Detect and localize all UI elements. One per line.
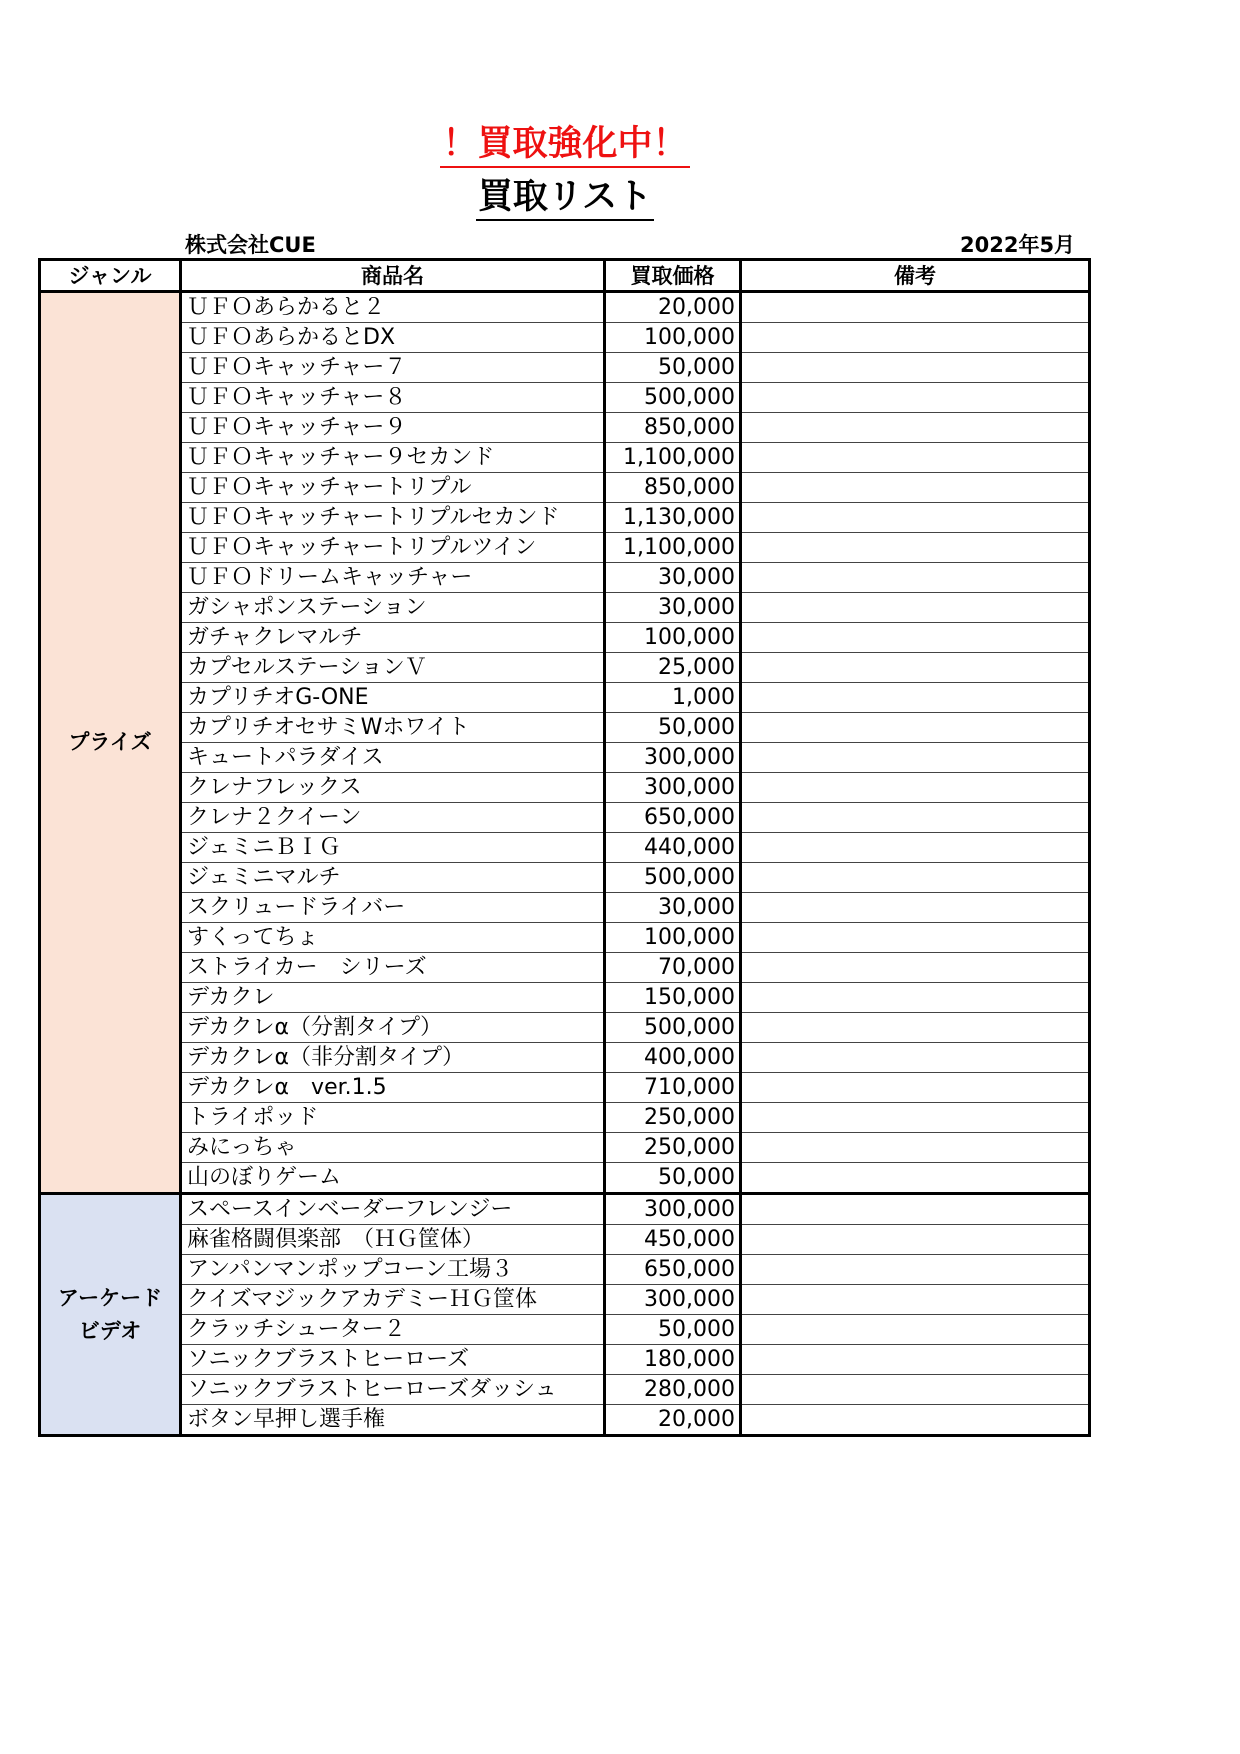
column-header-note: 備考 xyxy=(741,260,1090,292)
table-row xyxy=(40,1255,1090,1285)
note-cell xyxy=(741,1043,1090,1073)
table-row xyxy=(40,713,1090,743)
note-cell xyxy=(741,923,1090,953)
buyback-price-cell: 650,000 xyxy=(605,803,741,833)
note-cell xyxy=(741,292,1090,323)
table-row xyxy=(40,743,1090,773)
product-name-cell: ＵＦＯキャッチャートリプル xyxy=(181,473,605,503)
product-name-cell: クラッチシューター２ xyxy=(181,1315,605,1345)
product-name-cell: デカクレα ver.1.5 xyxy=(181,1073,605,1103)
column-header-name: 商品名 xyxy=(181,260,605,292)
product-name-cell: 麻雀格闘倶楽部 （ＨＧ筐体） xyxy=(181,1225,605,1255)
note-cell xyxy=(741,353,1090,383)
note-cell xyxy=(741,1194,1090,1225)
table-row xyxy=(40,1375,1090,1405)
product-name-cell: すくってちょ xyxy=(181,923,605,953)
buyback-price-cell: 500,000 xyxy=(605,863,741,893)
table-row xyxy=(40,473,1090,503)
product-name-cell: アンパンマンポップコーン工場３ xyxy=(181,1255,605,1285)
note-cell xyxy=(741,443,1090,473)
buyback-price-cell: 1,100,000 xyxy=(605,443,741,473)
product-name-cell: ガシャポンステーション xyxy=(181,593,605,623)
page-title-text: 買取リスト xyxy=(476,177,654,221)
table-row xyxy=(40,803,1090,833)
table-row xyxy=(40,503,1090,533)
buyback-price-cell: 20,000 xyxy=(605,1405,741,1436)
note-cell xyxy=(741,1133,1090,1163)
genre-label-line: ビデオ xyxy=(78,1318,142,1343)
note-cell xyxy=(741,1013,1090,1043)
company-name: 株式会社CUE xyxy=(185,233,316,257)
product-name-cell: ストライカー シリーズ xyxy=(181,953,605,983)
product-name-cell: ＵＦＯキャッチャー９セカンド xyxy=(181,443,605,473)
table-row xyxy=(40,1405,1090,1436)
table-row xyxy=(40,1315,1090,1345)
table-body xyxy=(40,292,1090,1436)
note-cell xyxy=(741,473,1090,503)
list-date: 2022年5月 xyxy=(960,233,1076,257)
product-name-cell: クイズマジックアカデミーＨＧ筐体 xyxy=(181,1285,605,1315)
note-cell xyxy=(741,1225,1090,1255)
note-cell xyxy=(741,803,1090,833)
product-name-cell: スペースインベーダーフレンジー xyxy=(181,1194,605,1225)
product-name-cell: トライポッド xyxy=(181,1103,605,1133)
note-cell xyxy=(741,893,1090,923)
buyback-price-cell: 400,000 xyxy=(605,1043,741,1073)
genre-cell xyxy=(40,1194,181,1436)
note-cell xyxy=(741,503,1090,533)
note-cell xyxy=(741,863,1090,893)
page-title xyxy=(0,175,1130,219)
note-cell xyxy=(741,983,1090,1013)
product-name-cell: ＵＦＯキャッチャートリプルセカンド xyxy=(181,503,605,533)
table-row xyxy=(40,413,1090,443)
product-name-cell: ソニックブラストヒーローズダッシュ xyxy=(181,1375,605,1405)
product-name-cell: ＵＦＯあらかると２ xyxy=(181,292,605,323)
table-row xyxy=(40,773,1090,803)
buyback-price-cell: 30,000 xyxy=(605,893,741,923)
buyback-price-cell: 70,000 xyxy=(605,953,741,983)
promo-banner-text: ！買取強化中！ xyxy=(440,124,689,168)
product-name-cell: ボタン早押し選手権 xyxy=(181,1405,605,1436)
note-cell xyxy=(741,743,1090,773)
table-row xyxy=(40,1225,1090,1255)
note-cell xyxy=(741,413,1090,443)
note-cell xyxy=(741,1073,1090,1103)
table-row xyxy=(40,983,1090,1013)
buyback-price-cell: 20,000 xyxy=(605,292,741,323)
note-cell xyxy=(741,1163,1090,1194)
buyback-price-cell: 100,000 xyxy=(605,323,741,353)
table-row xyxy=(40,383,1090,413)
table-row xyxy=(40,1163,1090,1194)
product-name-cell: キュートパラダイス xyxy=(181,743,605,773)
buyback-table xyxy=(38,258,1091,1437)
note-cell xyxy=(741,593,1090,623)
buyback-price-cell: 440,000 xyxy=(605,833,741,863)
table-header-row xyxy=(40,260,1090,292)
table-row xyxy=(40,1345,1090,1375)
note-cell xyxy=(741,1315,1090,1345)
table-row xyxy=(40,353,1090,383)
promo-banner xyxy=(0,122,1130,166)
product-name-cell: ＵＦＯキャッチャー８ xyxy=(181,383,605,413)
note-cell xyxy=(741,713,1090,743)
note-cell xyxy=(741,533,1090,563)
product-name-cell: クレナフレックス xyxy=(181,773,605,803)
table-row xyxy=(40,863,1090,893)
buyback-price-cell: 710,000 xyxy=(605,1073,741,1103)
product-name-cell: ソニックブラストヒーローズ xyxy=(181,1345,605,1375)
note-cell xyxy=(741,1103,1090,1133)
genre-label-line: アーケード xyxy=(57,1285,163,1310)
product-name-cell: カプリチオG-ONE xyxy=(181,683,605,713)
note-cell xyxy=(741,1255,1090,1285)
product-name-cell: デカクレ xyxy=(181,983,605,1013)
product-name-cell: ガチャクレマルチ xyxy=(181,623,605,653)
buyback-price-cell: 100,000 xyxy=(605,623,741,653)
buyback-price-cell: 450,000 xyxy=(605,1225,741,1255)
table-row xyxy=(40,1285,1090,1315)
note-cell xyxy=(741,323,1090,353)
buyback-price-cell: 650,000 xyxy=(605,1255,741,1285)
table-row xyxy=(40,593,1090,623)
note-cell xyxy=(741,1375,1090,1405)
table-row xyxy=(40,1133,1090,1163)
buyback-price-cell: 50,000 xyxy=(605,713,741,743)
table-row xyxy=(40,563,1090,593)
note-cell xyxy=(741,833,1090,863)
buyback-price-cell: 180,000 xyxy=(605,1345,741,1375)
note-cell xyxy=(741,683,1090,713)
table-row xyxy=(40,1103,1090,1133)
genre-cell: プライズ xyxy=(40,292,181,1194)
buyback-price-cell: 850,000 xyxy=(605,413,741,443)
table-row xyxy=(40,323,1090,353)
buyback-price-cell: 25,000 xyxy=(605,653,741,683)
note-cell xyxy=(741,563,1090,593)
note-cell xyxy=(741,1285,1090,1315)
table-row xyxy=(40,443,1090,473)
product-name-cell: カプセルステーションＶ xyxy=(181,653,605,683)
buyback-price-cell: 1,130,000 xyxy=(605,503,741,533)
table-row xyxy=(40,1013,1090,1043)
product-name-cell: ジェミニマルチ xyxy=(181,863,605,893)
buyback-price-cell: 50,000 xyxy=(605,1315,741,1345)
product-name-cell: クレナ２クイーン xyxy=(181,803,605,833)
buyback-price-cell: 280,000 xyxy=(605,1375,741,1405)
product-name-cell: カプリチオセサミWホワイト xyxy=(181,713,605,743)
buyback-price-cell: 300,000 xyxy=(605,1194,741,1225)
product-name-cell: ＵＦＯキャッチャー９ xyxy=(181,413,605,443)
table-row xyxy=(40,292,1090,323)
product-name-cell: ＵＦＯキャッチャートリプルツイン xyxy=(181,533,605,563)
product-name-cell: ジェミニＢＩＧ xyxy=(181,833,605,863)
note-cell xyxy=(741,1345,1090,1375)
product-name-cell: 山のぼりゲーム xyxy=(181,1163,605,1194)
table-row xyxy=(40,923,1090,953)
product-name-cell: デカクレα（非分割タイプ） xyxy=(181,1043,605,1073)
note-cell xyxy=(741,773,1090,803)
buyback-price-cell: 30,000 xyxy=(605,563,741,593)
product-name-cell: デカクレα（分割タイプ） xyxy=(181,1013,605,1043)
buyback-price-cell: 300,000 xyxy=(605,743,741,773)
table-row xyxy=(40,893,1090,923)
table-row xyxy=(40,833,1090,863)
note-cell xyxy=(741,653,1090,683)
column-header-price: 買取価格 xyxy=(605,260,741,292)
buyback-price-cell: 300,000 xyxy=(605,1285,741,1315)
product-name-cell: みにっちゃ xyxy=(181,1133,605,1163)
buyback-price-cell: 250,000 xyxy=(605,1133,741,1163)
buyback-price-cell: 500,000 xyxy=(605,383,741,413)
buyback-price-cell: 300,000 xyxy=(605,773,741,803)
buyback-price-cell: 250,000 xyxy=(605,1103,741,1133)
buyback-price-cell: 850,000 xyxy=(605,473,741,503)
column-header-genre: ジャンル xyxy=(40,260,181,292)
table-row xyxy=(40,1043,1090,1073)
table-row xyxy=(40,1194,1090,1225)
product-name-cell: スクリュードライバー xyxy=(181,893,605,923)
table-row xyxy=(40,653,1090,683)
buyback-price-cell: 1,000 xyxy=(605,683,741,713)
table-row xyxy=(40,533,1090,563)
note-cell xyxy=(741,383,1090,413)
buyback-price-cell: 100,000 xyxy=(605,923,741,953)
buyback-price-cell: 1,100,000 xyxy=(605,533,741,563)
table-row xyxy=(40,1073,1090,1103)
buyback-price-cell: 500,000 xyxy=(605,1013,741,1043)
table-row xyxy=(40,953,1090,983)
table-row xyxy=(40,623,1090,653)
buyback-price-cell: 50,000 xyxy=(605,1163,741,1194)
product-name-cell: ＵＦＯキャッチャー７ xyxy=(181,353,605,383)
product-name-cell: ＵＦＯドリームキャッチャー xyxy=(181,563,605,593)
note-cell xyxy=(741,623,1090,653)
buyback-price-cell: 50,000 xyxy=(605,353,741,383)
note-cell xyxy=(741,1405,1090,1436)
buyback-price-cell: 30,000 xyxy=(605,593,741,623)
buyback-price-cell: 150,000 xyxy=(605,983,741,1013)
product-name-cell: ＵＦＯあらかるとDX xyxy=(181,323,605,353)
note-cell xyxy=(741,953,1090,983)
table-row xyxy=(40,683,1090,713)
